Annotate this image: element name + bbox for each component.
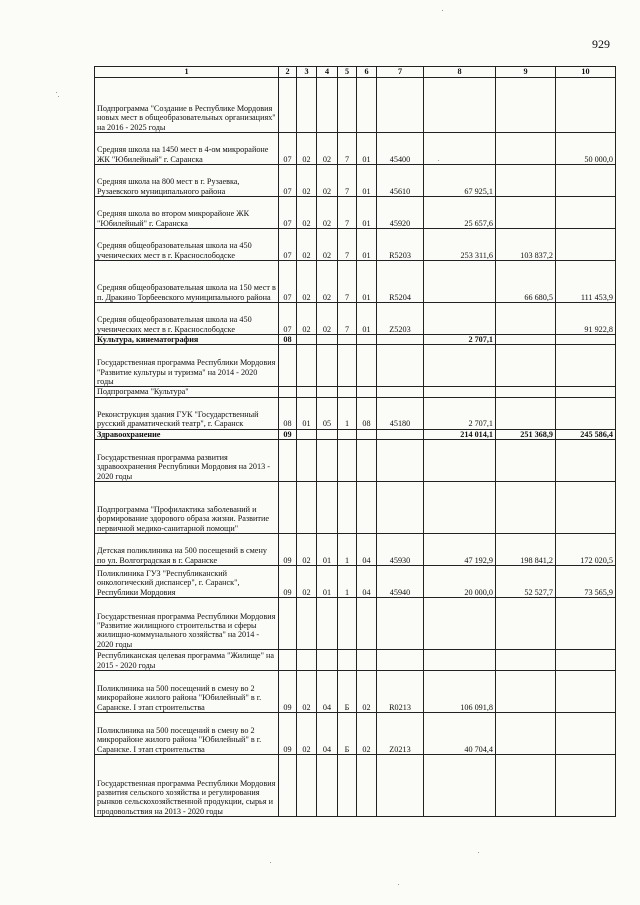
row-value-cell [424,345,496,387]
row-value-cell: R0213 [377,671,424,713]
row-value-cell [317,387,338,397]
row-value-cell [556,440,616,482]
row-value-cell [556,345,616,387]
row-value-cell: 67 925,1 [424,165,496,197]
row-value-cell: 47 192,9 [424,534,496,566]
table-row [95,78,616,133]
row-value-cell [338,429,357,439]
row-value-cell [357,650,377,671]
row-value-cell: 01 [357,303,377,335]
row-value-cell: 07 [279,229,297,261]
row-value-cell [424,755,496,817]
row-value-cell: 45400 [377,133,424,165]
row-value-cell: Z5203 [377,303,424,335]
row-value-cell [357,335,377,345]
row-value-cell: 7 [338,133,357,165]
row-value-cell: 198 841,2 [496,534,556,566]
row-value-cell [317,650,338,671]
row-value-cell: 08 [357,397,377,429]
row-value-cell: 20 000,0 [424,566,496,598]
row-value-cell [556,755,616,817]
row-value-cell: 52 527,7 [496,566,556,598]
row-value-cell [377,78,424,133]
row-value-cell [556,165,616,197]
row-value-cell [556,78,616,133]
row-value-cell: 02 [317,261,338,303]
row-value-cell [279,650,297,671]
row-value-cell: 253 311,6 [424,229,496,261]
row-value-cell: 09 [279,429,297,439]
row-value-cell [556,482,616,534]
column-header-7: 7 [377,67,424,78]
row-value-cell: Б [338,713,357,755]
table-row [95,671,616,713]
row-value-cell: 251 368,9 [496,429,556,439]
row-value-cell: 02 [317,303,338,335]
row-name-cell: Средняя школа на 800 мест в г. Рузаевка, Рузаевского муниципального района [95,165,279,197]
row-name-cell: Государственная программа Республики Мордовия "Развитие жилищного строительства и сферы жилищно-коммунального хозяйства" на 2014 - 2020 годы [95,598,279,650]
table-row [95,429,616,439]
row-value-cell [338,335,357,345]
row-value-cell: 09 [279,566,297,598]
column-header-10: 10 [556,67,616,78]
row-value-cell: 01 [297,397,317,429]
row-name-cell: Здравоохранение [95,429,279,439]
row-value-cell [377,429,424,439]
row-value-cell [279,482,297,534]
row-value-cell [279,387,297,397]
row-value-cell [496,335,556,345]
row-value-cell [279,440,297,482]
row-value-cell [279,345,297,387]
row-value-cell [496,440,556,482]
row-value-cell [297,755,317,817]
row-value-cell: 05 [317,397,338,429]
table-row [95,345,616,387]
row-value-cell: 02 [317,133,338,165]
column-header-2: 2 [279,67,297,78]
row-value-cell: 02 [297,566,317,598]
row-value-cell: 50 000,0 [556,133,616,165]
row-value-cell [556,598,616,650]
row-value-cell [496,713,556,755]
row-value-cell [424,440,496,482]
row-value-cell: 103 837,2 [496,229,556,261]
table-row [95,566,616,598]
row-value-cell [297,440,317,482]
table-row [95,133,616,165]
row-value-cell [297,78,317,133]
row-value-cell [496,397,556,429]
row-value-cell [338,650,357,671]
row-value-cell [424,261,496,303]
row-name-cell: Средняя школа во втором микрорайоне ЖК "Юбилейный" г. Саранска [95,197,279,229]
row-value-cell: 45610 [377,165,424,197]
row-value-cell [357,482,377,534]
row-value-cell [496,671,556,713]
row-value-cell: 1 [338,566,357,598]
row-value-cell: 40 704,4 [424,713,496,755]
column-header-3: 3 [297,67,317,78]
row-value-cell: 07 [279,261,297,303]
row-value-cell [424,78,496,133]
row-value-cell [357,345,377,387]
row-value-cell [317,78,338,133]
row-value-cell [357,755,377,817]
row-value-cell: 02 [317,165,338,197]
row-value-cell [556,713,616,755]
row-name-cell: Реконструкция здания ГУК "Государственный русский драматический театр", г. Саранск [95,397,279,429]
row-value-cell: 1 [338,397,357,429]
row-value-cell: 02 [297,261,317,303]
row-name-cell: Подпрограмма "Культура" [95,387,279,397]
row-value-cell: 01 [317,534,338,566]
column-header-9: 9 [496,67,556,78]
row-value-cell: 02 [357,713,377,755]
page-number: 929 [592,37,610,51]
table-row [95,598,616,650]
row-value-cell: 04 [357,534,377,566]
row-value-cell [297,345,317,387]
row-value-cell [556,229,616,261]
budget-table [94,66,616,817]
row-name-cell: Поликлиника на 500 посещений в смену во 2 микрорайоне жилого района "Юбилейный" в г. Саранске. I этап строительства [95,713,279,755]
row-value-cell: 02 [317,229,338,261]
row-value-cell [338,598,357,650]
row-value-cell [357,429,377,439]
row-name-cell: Поликлиника на 500 посещений в смену во 2 микрорайоне жилого района "Юбилейный" в г. Саранске. I этап строительства [95,671,279,713]
row-value-cell [338,78,357,133]
table-row [95,335,616,345]
table-row [95,261,616,303]
row-value-cell [297,482,317,534]
row-value-cell: 02 [297,165,317,197]
column-header-6: 6 [357,67,377,78]
row-value-cell [496,345,556,387]
row-name-cell: Государственная программа развития здравоохранения Республики Мордовия на 2013 - 2020 годы [95,440,279,482]
row-value-cell [297,429,317,439]
row-value-cell: 7 [338,165,357,197]
row-value-cell [424,133,496,165]
table-body [95,78,616,817]
row-name-cell: Подпрограмма "Создание в Республике Мордовия новых мест в общеобразовательных организациях" на 2016 - 2025 годы [95,78,279,133]
row-value-cell [279,755,297,817]
row-value-cell: 7 [338,197,357,229]
row-value-cell [317,429,338,439]
column-header-8: 8 [424,67,496,78]
table-row [95,713,616,755]
row-value-cell [338,755,357,817]
column-header-4: 4 [317,67,338,78]
row-value-cell [297,335,317,345]
row-value-cell: 02 [297,303,317,335]
row-value-cell [377,345,424,387]
row-value-cell [357,78,377,133]
row-value-cell: 2 707,1 [424,397,496,429]
row-name-cell: Средняя общеобразовательная школа на 150 мест в п. Дракино Торбеевского муниципального района [95,261,279,303]
row-value-cell [377,482,424,534]
row-name-cell: Средняя общеобразовательная школа на 450 ученических мест в г. Краснослободске [95,229,279,261]
row-value-cell: 09 [279,713,297,755]
row-value-cell: 214 014,1 [424,429,496,439]
row-value-cell [496,197,556,229]
row-value-cell: 01 [357,261,377,303]
row-value-cell: 09 [279,534,297,566]
row-value-cell: 02 [297,713,317,755]
row-value-cell [297,598,317,650]
row-value-cell [496,482,556,534]
table-row [95,165,616,197]
row-value-cell [556,335,616,345]
row-value-cell: 04 [357,566,377,598]
row-value-cell [377,650,424,671]
row-value-cell [338,387,357,397]
row-value-cell [496,387,556,397]
row-value-cell: 91 922,8 [556,303,616,335]
table-row [95,303,616,335]
row-value-cell: 07 [279,303,297,335]
row-value-cell: 245 586,4 [556,429,616,439]
row-value-cell [556,650,616,671]
row-value-cell: 04 [317,671,338,713]
row-value-cell [496,133,556,165]
row-value-cell: 01 [357,197,377,229]
row-value-cell [377,598,424,650]
column-header-5: 5 [338,67,357,78]
row-value-cell [317,335,338,345]
row-value-cell [357,387,377,397]
row-value-cell [377,335,424,345]
row-value-cell: R5204 [377,261,424,303]
row-value-cell [377,755,424,817]
row-value-cell: 45180 [377,397,424,429]
header-row [95,67,616,78]
row-value-cell [496,598,556,650]
row-value-cell [317,755,338,817]
row-value-cell [338,440,357,482]
row-value-cell: 111 453,9 [556,261,616,303]
row-value-cell [297,650,317,671]
row-name-cell: Подпрограмма "Профилактика заболеваний и формирование здорового образа жизни. Развитие первичной медико-санитарной помощи" [95,482,279,534]
row-value-cell: 106 091,8 [424,671,496,713]
row-value-cell: 25 657,6 [424,197,496,229]
table-row [95,650,616,671]
table-row [95,197,616,229]
row-value-cell: 02 [297,671,317,713]
row-value-cell [496,303,556,335]
table-row [95,482,616,534]
row-value-cell [424,303,496,335]
row-value-cell: Б [338,671,357,713]
row-name-cell: Средняя общеобразовательная школа на 450 ученических мест в г. Краснослободске [95,303,279,335]
row-value-cell: 172 020,5 [556,534,616,566]
row-value-cell: 08 [279,397,297,429]
row-value-cell [357,598,377,650]
row-value-cell [556,387,616,397]
row-value-cell: 1 [338,534,357,566]
row-value-cell: 02 [317,197,338,229]
row-value-cell [317,440,338,482]
row-value-cell: 66 680,5 [496,261,556,303]
row-value-cell: 2 707,1 [424,335,496,345]
table-row [95,534,616,566]
row-value-cell [357,440,377,482]
row-value-cell: 7 [338,229,357,261]
row-value-cell: R5203 [377,229,424,261]
row-value-cell [424,482,496,534]
row-value-cell [496,650,556,671]
row-value-cell: Z0213 [377,713,424,755]
row-value-cell: 01 [357,165,377,197]
row-value-cell: 07 [279,197,297,229]
row-value-cell [424,650,496,671]
row-value-cell [556,197,616,229]
row-name-cell: Детская поликлиника на 500 посещений в смену по ул. Волгоградская в г. Саранске [95,534,279,566]
row-value-cell [424,387,496,397]
row-value-cell [424,598,496,650]
row-value-cell: 7 [338,261,357,303]
row-value-cell: 07 [279,165,297,197]
row-value-cell [279,78,297,133]
row-value-cell: 04 [317,713,338,755]
row-value-cell [338,482,357,534]
row-name-cell: Поликлиника ГУЗ "Республиканский онкологический диспансер", г. Саранск", Республики Мордовия [95,566,279,598]
row-value-cell [317,482,338,534]
row-value-cell [556,671,616,713]
row-value-cell: 01 [357,133,377,165]
table-row [95,440,616,482]
row-value-cell [496,78,556,133]
row-value-cell: 45940 [377,566,424,598]
row-value-cell [496,165,556,197]
row-value-cell: 45930 [377,534,424,566]
row-value-cell: 7 [338,303,357,335]
row-name-cell: Культура, кинематография [95,335,279,345]
row-value-cell [338,345,357,387]
row-value-cell [317,345,338,387]
row-name-cell: Республиканская целевая программа "Жилище" на 2015 - 2020 годы [95,650,279,671]
row-value-cell: 45920 [377,197,424,229]
row-name-cell: Государственная программа Республики Мордовия "Развитие культуры и туризма" на 2014 - 2020 годы [95,345,279,387]
row-value-cell [297,387,317,397]
row-value-cell: 01 [357,229,377,261]
row-value-cell: 01 [317,566,338,598]
row-value-cell: 09 [279,671,297,713]
row-name-cell: Средняя школа на 1450 мест в 4-ом микрорайоне ЖК "Юбилейный" г. Саранска [95,133,279,165]
table-row [95,397,616,429]
row-value-cell: 02 [297,133,317,165]
row-value-cell: 07 [279,133,297,165]
row-value-cell: 02 [357,671,377,713]
row-value-cell [556,397,616,429]
row-value-cell [496,755,556,817]
row-value-cell [377,387,424,397]
table-row [95,229,616,261]
table-row [95,755,616,817]
row-value-cell [317,598,338,650]
row-value-cell: 02 [297,197,317,229]
row-value-cell [377,440,424,482]
table-row [95,387,616,397]
row-value-cell [279,598,297,650]
row-name-cell: Государственная программа Республики Мордовия развития сельского хозяйства и регулирования рынков сельскохозяйственной продукции, сырья и продовольствия на 2013 - 2020 годы [95,755,279,817]
column-header-1: 1 [95,67,279,78]
row-value-cell: 73 565,9 [556,566,616,598]
row-value-cell: 02 [297,229,317,261]
row-value-cell: 02 [297,534,317,566]
row-value-cell: 08 [279,335,297,345]
